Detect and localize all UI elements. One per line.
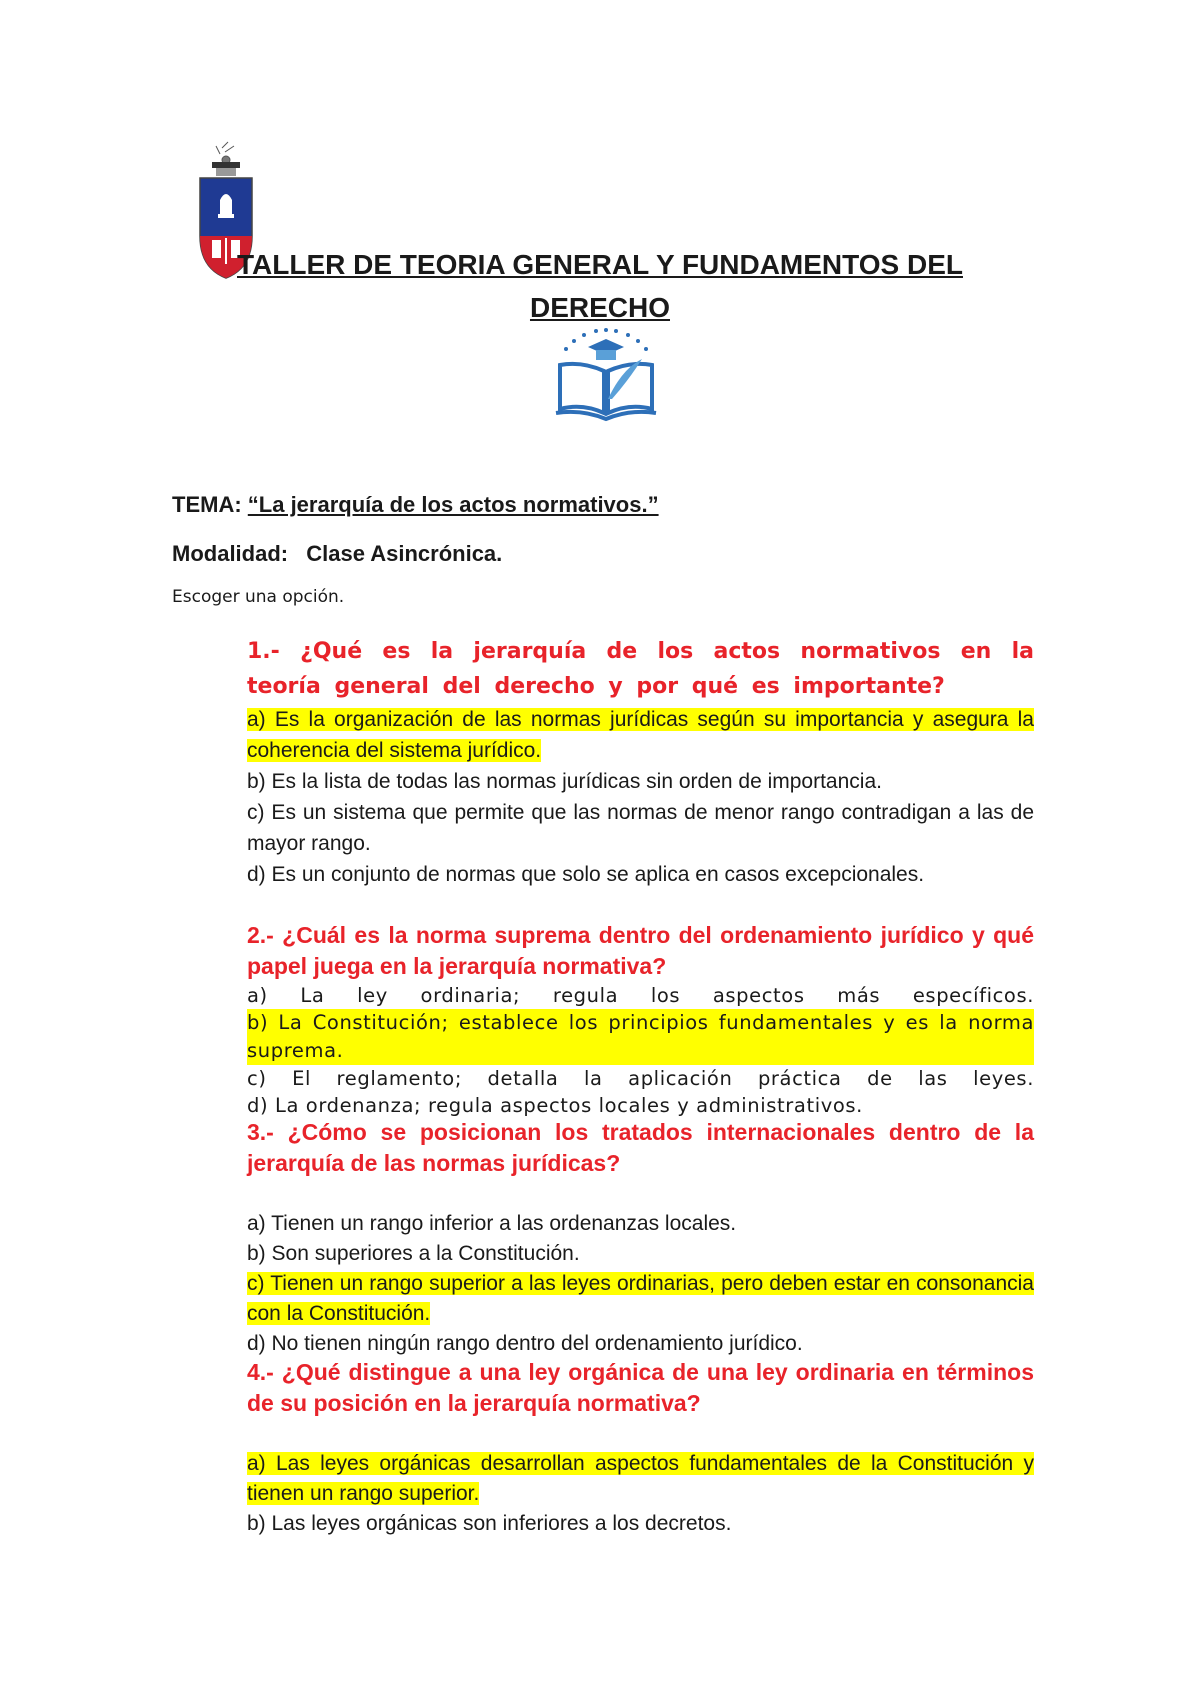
instruction-text: Escoger una opción.	[172, 587, 345, 607]
title-line-1: TALLER DE TEORIA GENERAL Y FUNDAMENTOS DEL	[237, 249, 963, 280]
question-block	[247, 1117, 1034, 1359]
answer-option: c) Es un sistema que permite que las normas de menor rango contradigan a las de mayor rango.	[247, 801, 1034, 855]
question-text: 3.- ¿Cómo se posicionan los tratados internacionales dentro de la jerarquía de las normas jurídicas?	[247, 1119, 1034, 1176]
title-line-2: DERECHO	[529, 292, 670, 323]
answer-option: b) Es la lista de todas las normas jurídicas sin orden de importancia.	[247, 770, 882, 793]
correct-answer-highlight: a) Es la organización de las normas jurídicas según su importancia y asegura la coherencia del sistema jurídico.	[247, 708, 1034, 762]
question-text: 2.- ¿Cuál es la norma suprema dentro del ordenamiento jurídico y qué papel juega en la jerarquía normativa?	[247, 922, 1034, 979]
topic-line	[172, 492, 659, 518]
question-block	[247, 920, 1034, 1119]
answer-option	[247, 1269, 1034, 1329]
modality-label: Modalidad:	[172, 541, 289, 566]
answer-option: c) El reglamento; detalla la aplicación práctica de las leyes.	[247, 1067, 1034, 1090]
modality-value: Clase Asincrónica.	[306, 541, 503, 566]
modality-line	[172, 541, 502, 567]
topic-value: “La jerarquía de los actos normativos.”	[247, 492, 659, 517]
correct-answer-highlight: a) Las leyes orgánicas desarrollan aspectos fundamentales de la Constitución y tienen un rango superior.	[247, 1452, 1034, 1505]
answer-option: b) Las leyes orgánicas son inferiores a los decretos.	[247, 1512, 732, 1535]
answer-option: a) Tienen un rango inferior a las ordenanzas locales.	[247, 1212, 737, 1235]
correct-answer-highlight: b) La Constitución; establece los principios fundamentales y es la norma suprema.	[247, 1009, 1034, 1065]
book-graduation-logo-icon	[552, 325, 660, 423]
answer-option: d) La ordenanza; regula aspectos locales y administrativos.	[247, 1094, 863, 1117]
answer-option	[247, 1449, 1034, 1509]
question-text: 4.- ¿Qué distingue a una ley orgánica de una ley ordinaria en términos de su posición en la jerarquía normativa?	[247, 1359, 1034, 1416]
document-title	[160, 243, 1040, 329]
question-block	[247, 634, 1034, 890]
answer-option: d) Es un conjunto de normas que solo se aplica en casos excepcionales.	[247, 863, 925, 886]
answer-option: a) La ley ordinaria; regula los aspectos más específicos.	[247, 984, 1034, 1007]
answer-option: d) No tienen ningún rango dentro del ordenamiento jurídico.	[247, 1332, 803, 1355]
correct-answer-highlight: c) Tienen un rango superior a las leyes ordinarias, pero deben estar en consonancia con la Constitución.	[247, 1272, 1034, 1325]
topic-label: TEMA:	[172, 492, 242, 517]
question-text: 1.- ¿Qué es la jerarquía de los actos normativos en la teoría general del derecho y por qué es importante?	[247, 639, 1034, 699]
answer-option	[247, 704, 1034, 766]
answer-option: b) Son superiores a la Constitución.	[247, 1242, 580, 1265]
question-block	[247, 1357, 1034, 1539]
